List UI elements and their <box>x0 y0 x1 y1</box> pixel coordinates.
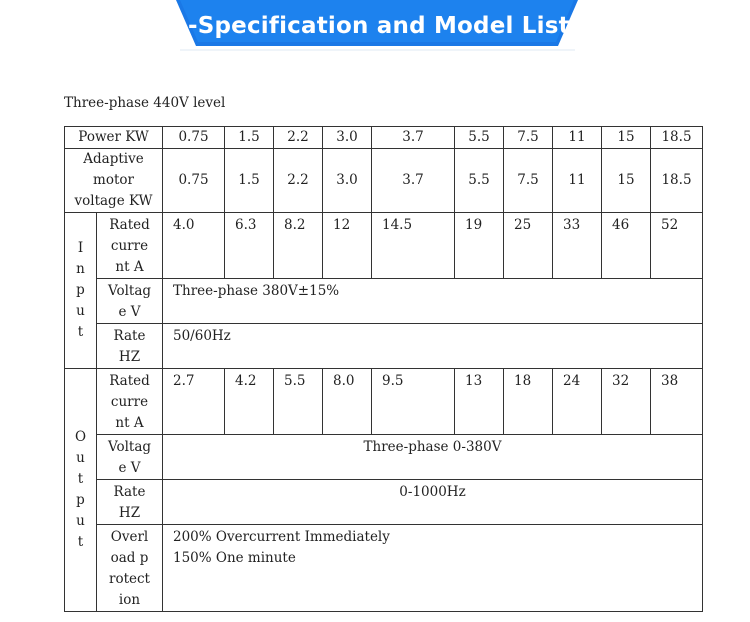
input-rate-value: 50/60Hz <box>163 324 703 369</box>
banner-title: -Specification and Model List- <box>188 13 580 39</box>
motor-label-text: Adaptive motor voltage KW <box>74 151 153 209</box>
power-row <box>65 127 703 149</box>
output-current-value: 13 <box>455 369 504 435</box>
motor-value: 3.7 <box>372 149 455 213</box>
power-value: 3.0 <box>323 127 372 149</box>
power-value: 2.2 <box>274 127 323 149</box>
overload-row <box>65 525 703 612</box>
output-current-label <box>97 369 163 435</box>
input-rate-label-text: Rate HZ <box>113 328 146 365</box>
motor-value: 7.5 <box>504 149 553 213</box>
input-current-value: 25 <box>504 213 553 279</box>
input-section-label <box>65 213 97 369</box>
input-current-value: 6.3 <box>225 213 274 279</box>
output-current-value: 18 <box>504 369 553 435</box>
output-current-label-text: Rated current A <box>109 373 150 431</box>
power-label: Power KW <box>65 127 163 149</box>
motor-value: 1.5 <box>225 149 274 213</box>
overload-line-2: 150% One minute <box>173 550 296 566</box>
input-current-value: 19 <box>455 213 504 279</box>
input-voltage-row <box>65 279 703 324</box>
output-rate-label <box>97 480 163 525</box>
input-current-value: 14.5 <box>372 213 455 279</box>
output-rate-label-text: Rate HZ <box>113 484 146 521</box>
output-current-value: 32 <box>602 369 651 435</box>
power-value: 18.5 <box>651 127 703 149</box>
input-current-row <box>65 213 703 279</box>
output-current-value: 5.5 <box>274 369 323 435</box>
output-current-value: 4.2 <box>225 369 274 435</box>
output-section-label <box>65 369 97 612</box>
output-current-value: 24 <box>553 369 602 435</box>
power-value: 5.5 <box>455 127 504 149</box>
power-value: 15 <box>602 127 651 149</box>
motor-value: 2.2 <box>274 149 323 213</box>
motor-value: 18.5 <box>651 149 703 213</box>
power-value: 0.75 <box>163 127 225 149</box>
overload-label <box>97 525 163 612</box>
input-current-label <box>97 213 163 279</box>
overload-value <box>163 525 703 612</box>
power-value: 11 <box>553 127 602 149</box>
input-current-value: 4.0 <box>163 213 225 279</box>
output-current-row <box>65 369 703 435</box>
output-current-value: 8.0 <box>323 369 372 435</box>
input-section-text: Input <box>76 240 85 340</box>
output-voltage-row <box>65 435 703 480</box>
input-current-value: 33 <box>553 213 602 279</box>
motor-value: 0.75 <box>163 149 225 213</box>
motor-label <box>65 149 163 213</box>
spec-table <box>64 126 703 612</box>
input-current-label-text: Rated current A <box>109 217 150 275</box>
motor-value: 5.5 <box>455 149 504 213</box>
output-section-text: Output <box>74 429 87 550</box>
overload-label-text: Overload protection <box>109 529 150 608</box>
input-current-value: 8.2 <box>274 213 323 279</box>
power-value: 3.7 <box>372 127 455 149</box>
table-subtitle: Three-phase 440V level <box>64 95 226 111</box>
input-current-value: 46 <box>602 213 651 279</box>
input-rate-label <box>97 324 163 369</box>
input-voltage-value: Three-phase 380V±15% <box>163 279 703 324</box>
input-voltage-label <box>97 279 163 324</box>
input-current-value: 52 <box>651 213 703 279</box>
output-voltage-label-text: Voltage V <box>107 439 152 476</box>
motor-row <box>65 149 703 213</box>
motor-value: 15 <box>602 149 651 213</box>
header-banner <box>0 0 750 62</box>
output-current-value: 38 <box>651 369 703 435</box>
output-rate-value: 0-1000Hz <box>163 480 703 525</box>
output-rate-row <box>65 480 703 525</box>
motor-value: 11 <box>553 149 602 213</box>
input-voltage-label-text: Voltage V <box>107 283 152 320</box>
output-voltage-label <box>97 435 163 480</box>
output-current-value: 2.7 <box>163 369 225 435</box>
power-value: 7.5 <box>504 127 553 149</box>
motor-value: 3.0 <box>323 149 372 213</box>
output-current-value: 9.5 <box>372 369 455 435</box>
output-voltage-value: Three-phase 0-380V <box>163 435 703 480</box>
input-rate-row <box>65 324 703 369</box>
overload-line-1: 200% Overcurrent Immediately <box>173 529 390 545</box>
input-current-value: 12 <box>323 213 372 279</box>
power-value: 1.5 <box>225 127 274 149</box>
